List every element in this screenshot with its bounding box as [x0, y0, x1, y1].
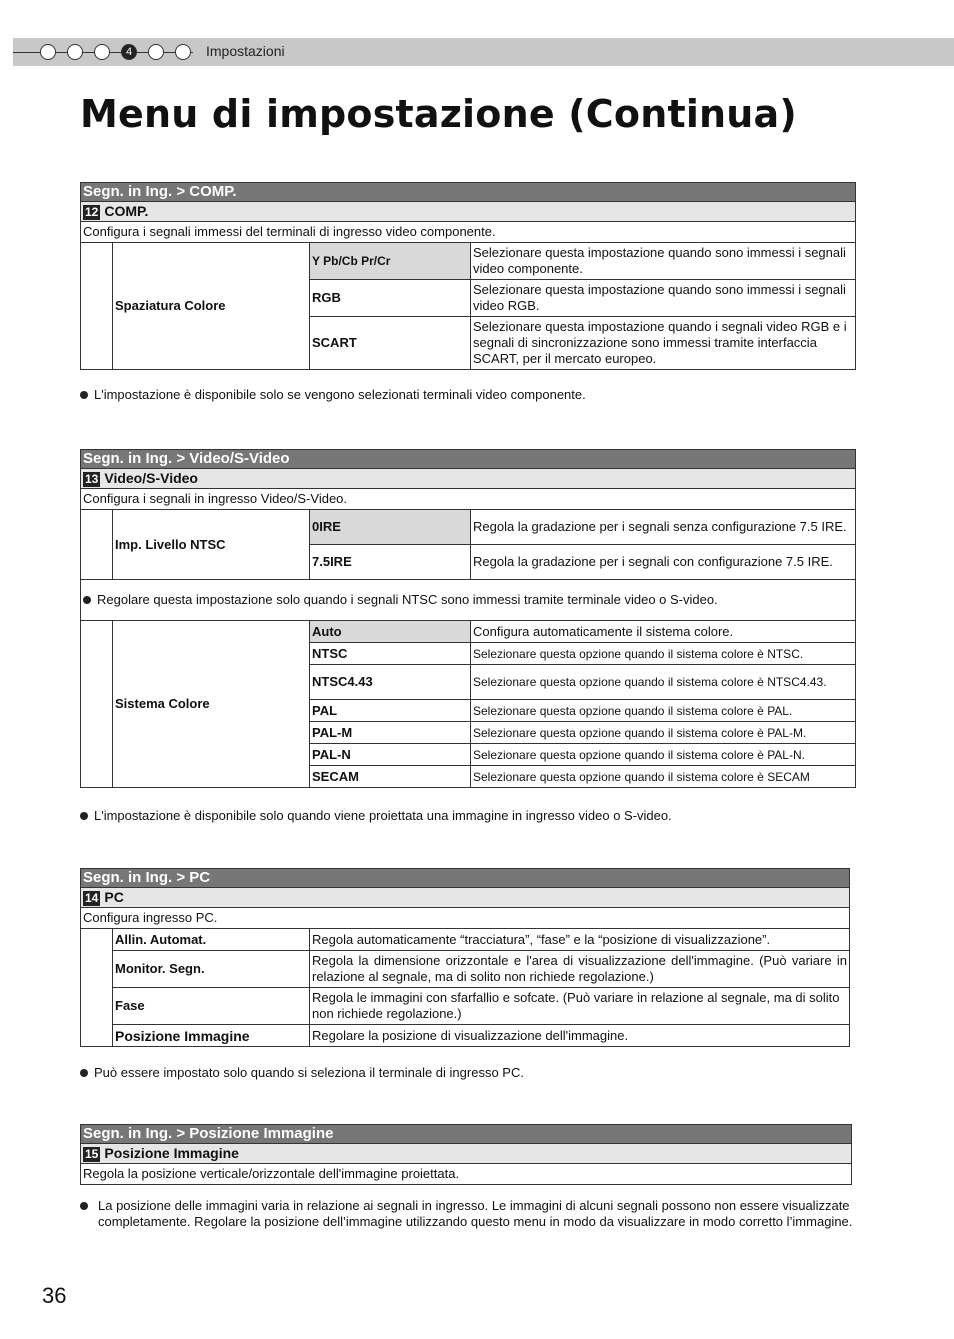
option-description: Regola la gradazione per i segnali con configurazione 7.5 IRE. — [471, 545, 856, 580]
step-circle-current: 4 — [121, 44, 137, 60]
note: La posizione delle immagini varia in relazione ai segnali in ingresso. Le immagini di alcuni segnali possono non essere visualizzate completamente. Regolare la posizione dell’immagine utilizzando questo menu in modo da visualizzare in modo corretto l’immagine. — [80, 1198, 870, 1230]
item-number: 14 — [85, 891, 99, 905]
option-name: PAL-M — [310, 722, 471, 744]
option-description: Selezionare questa opzione quando il sistema colore è PAL. — [471, 700, 856, 722]
section-subheader: 15 Posizione Immagine — [81, 1144, 852, 1164]
video-table — [80, 449, 856, 788]
step-circle-2 — [67, 44, 83, 60]
bullet-icon — [80, 1069, 88, 1077]
option-description: Selezionare questa opzione quando il sistema colore è NTSC. — [471, 643, 856, 665]
breadcrumb: Impostazioni — [206, 43, 285, 59]
option-name: NTSC4.43 — [310, 665, 471, 700]
step-circle-6 — [175, 44, 191, 60]
option-description: Selezionare questa impostazione quando sono immessi i segnali video RGB. — [471, 280, 856, 317]
setting-label: Sistema Colore — [113, 621, 310, 788]
option-name: Allin. Automat. — [113, 929, 310, 951]
chapter-bar — [13, 38, 954, 66]
setting-label: Spaziatura Colore — [113, 243, 310, 370]
option-name: 7.5IRE — [310, 545, 471, 580]
option-name: Y Pb/Cb Pr/Cr — [310, 243, 471, 280]
position-table — [80, 1124, 852, 1185]
option-name: Posizione Immagine — [113, 1025, 310, 1047]
bullet-icon — [80, 1202, 88, 1210]
option-name: Fase — [113, 988, 310, 1025]
option-name: SECAM — [310, 766, 471, 788]
note: Può essere impostato solo quando si seleziona il terminale di ingresso PC. — [80, 1065, 860, 1081]
setting-label: Imp. Livello NTSC — [113, 510, 310, 580]
section-subheader: 13 Video/S-Video — [81, 469, 856, 489]
option-description: Configura automaticamente il sistema colore. — [471, 621, 856, 643]
option-description: Regola automaticamente “tracciatura”, “fase” e la “posizione di visualizzazione”. — [310, 929, 850, 951]
section-description: Regola la posizione verticale/orizzontale dell'immagine proiettata. — [81, 1164, 852, 1185]
note: L'impostazione è disponibile solo se vengono selezionati terminali video componente. — [80, 387, 860, 403]
option-description: Regola le immagini con sfarfallio e sofcate. (Può variare in relazione al segnale, ma di solito non richiede regolazione.) — [310, 988, 850, 1025]
bullet-icon — [80, 812, 88, 820]
page-title: Menu di impostazione (Continua) — [80, 92, 797, 136]
option-name: PAL-N — [310, 744, 471, 766]
option-description: Selezionare questa opzione quando il sistema colore è PAL-M. — [471, 722, 856, 744]
item-number: 13 — [85, 472, 99, 486]
option-description: Selezionare questa impostazione quando i segnali video RGB e i segnali di sincronizzazione sono immessi tramite interfaccia SCART, per il mercato europeo. — [471, 317, 856, 370]
option-name: 0IRE — [310, 510, 471, 545]
option-name: NTSC — [310, 643, 471, 665]
section-subheader: 12 COMP. — [81, 202, 856, 222]
section-description: Configura i segnali in ingresso Video/S-Video. — [81, 489, 856, 510]
page-number: 36 — [42, 1283, 67, 1308]
option-description: Selezionare questa opzione quando il sistema colore è NTSC4.43. — [471, 665, 856, 700]
option-name: PAL — [310, 700, 471, 722]
step-circle-1 — [40, 44, 56, 60]
comp-table — [80, 182, 856, 370]
option-description: Regola la dimensione orizzontale e l'area di visualizzazione dell'immagine. (Può variare in relazione al segnale, ma di solito non richiede regolazione.) — [310, 951, 850, 988]
pc-table — [80, 868, 850, 1047]
section-header: Segn. in Ing. > PC — [81, 869, 850, 888]
section-header: Segn. in Ing. > Video/S-Video — [81, 450, 856, 469]
section-header: Segn. in Ing. > Posizione Immagine — [81, 1125, 852, 1144]
step-circle-5 — [148, 44, 164, 60]
step-circle-3 — [94, 44, 110, 60]
bullet-icon — [83, 596, 91, 604]
note: L'impostazione è disponibile solo quando viene proiettata una immagine in ingresso video o S-video. — [80, 808, 860, 824]
option-name: Monitor. Segn. — [113, 951, 310, 988]
option-name: SCART — [310, 317, 471, 370]
section-description: Configura i segnali immessi del terminali di ingresso video componente. — [81, 222, 856, 243]
section-header: Segn. in Ing. > COMP. — [81, 183, 856, 202]
option-name: RGB — [310, 280, 471, 317]
option-description: Selezionare questa impostazione quando sono immessi i segnali video componente. — [471, 243, 856, 280]
option-description: Selezionare questa opzione quando il sistema colore è PAL-N. — [471, 744, 856, 766]
option-description: Regolare la posizione di visualizzazione dell'immagine. — [310, 1025, 850, 1047]
option-name: Auto — [310, 621, 471, 643]
item-number: 15 — [85, 1147, 99, 1161]
section-description: Configura ingresso PC. — [81, 908, 850, 929]
item-number: 12 — [85, 205, 99, 219]
option-description: Regola la gradazione per i segnali senza configurazione 7.5 IRE. — [471, 510, 856, 545]
inner-note: Regolare questa impostazione solo quando i segnali NTSC sono immessi tramite terminale video o S-video. — [81, 580, 856, 621]
section-subheader: 14 PC — [81, 888, 850, 908]
bullet-icon — [80, 391, 88, 399]
option-description: Selezionare questa opzione quando il sistema colore è SECAM — [471, 766, 856, 788]
